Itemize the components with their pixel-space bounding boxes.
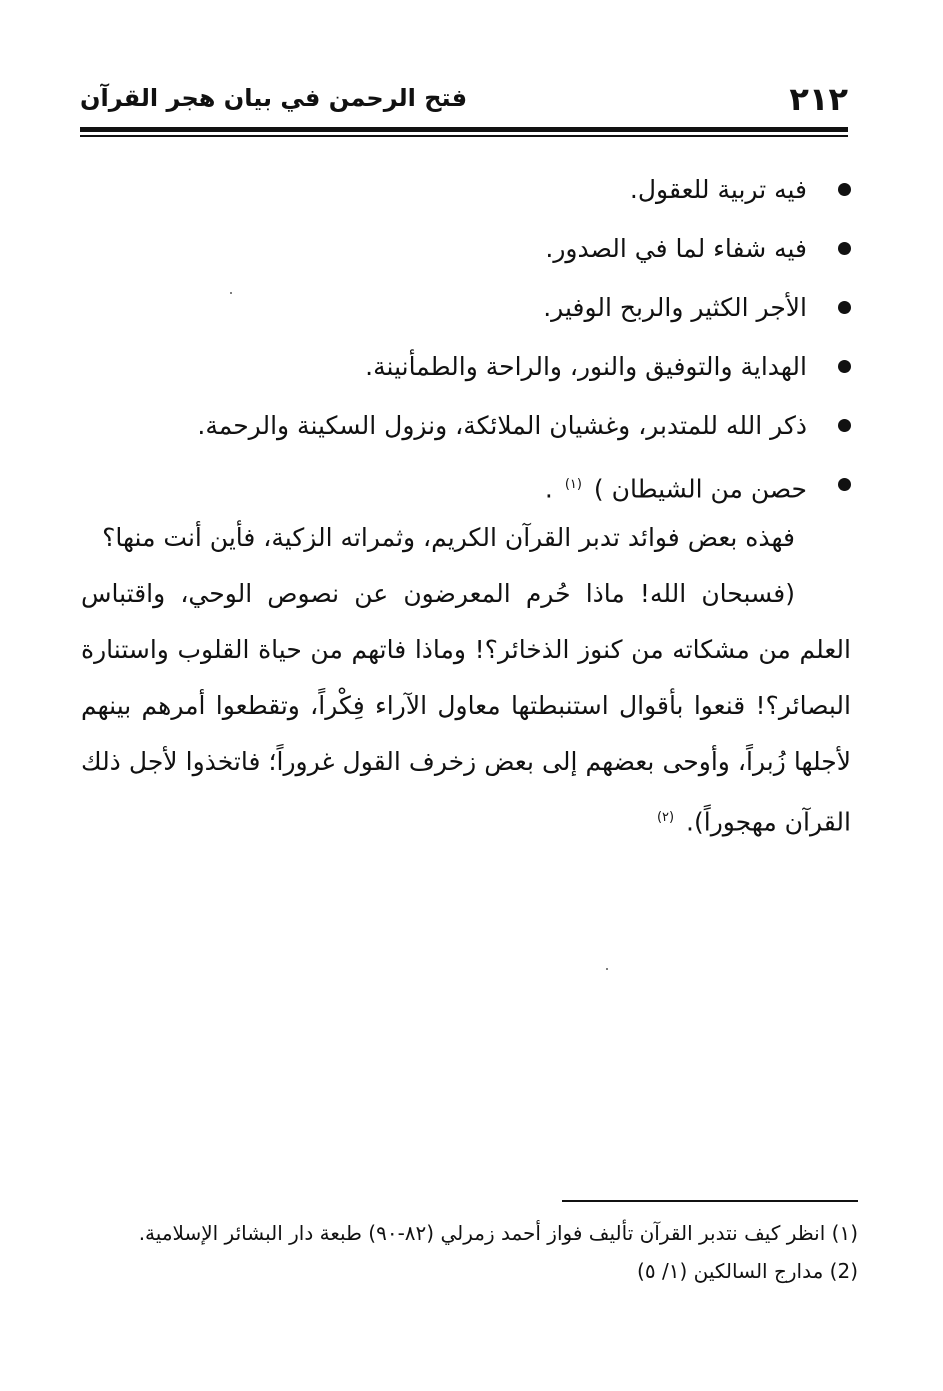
page-number: ٢١٢ (789, 80, 848, 118)
footnote-1: (١) انظر كيف نتدبر القرآن تأليف فواز أحمد زمرلي (٨٢-٩٠) طبعة دار البشائر الإسلامية. (138, 1221, 858, 1245)
list-item-text: ذكر الله للمتدبر، وغشيان الملائكة، ونزول السكينة والرحمة. (197, 411, 807, 440)
bullet-dot-icon (838, 360, 851, 373)
bullet-dot-icon (838, 183, 851, 196)
list-item-text: حصن من الشيطان ) (593, 474, 807, 504)
list-item (131, 219, 851, 278)
list-item (131, 337, 851, 396)
page-header (80, 78, 848, 124)
scan-speck (230, 292, 232, 294)
bullet-dot-icon (838, 419, 851, 432)
list-item (131, 278, 851, 337)
list-item-text: فيه تربية للعقول. (629, 175, 807, 204)
quotation-paragraph (81, 566, 851, 850)
header-rule-thick (80, 127, 848, 132)
benefits-list (131, 160, 851, 514)
footnote-reference-2[interactable]: (٢) (656, 810, 675, 825)
list-item (131, 455, 851, 514)
footnote-2: (2) مدارج السالكين (١/ ٥) (637, 1259, 858, 1283)
body-text (81, 510, 851, 850)
list-item-text: الهداية والتوفيق والنور، والراحة والطمأنينة. (365, 352, 807, 381)
header-rule-thin (80, 135, 848, 137)
list-item-text: فيه شفاء لما في الصدور. (545, 234, 807, 263)
list-item-suffix: . (544, 474, 553, 504)
bullet-dot-icon (838, 301, 851, 314)
list-item (131, 396, 851, 455)
bullet-dot-icon (838, 242, 851, 255)
footnote-reference-1[interactable]: (١) (564, 477, 582, 492)
footnotes (98, 1214, 858, 1290)
scan-speck (606, 968, 608, 970)
running-title: فتح الرحمن في بيان هجر القرآن (80, 84, 468, 112)
paragraph-text: فهذه بعض فوائد تدبر القرآن الكريم، وثمراته الزكية، فأين أنت منها؟ (102, 523, 795, 552)
paragraph (81, 510, 851, 566)
bullet-dot-icon (838, 478, 851, 491)
list-item (131, 160, 851, 219)
footnote-separator (562, 1200, 858, 1202)
list-item-text: الأجر الكثير والربح الوفير. (543, 293, 807, 322)
paragraph-text: (فسبحان الله! ماذا حُرم المعرضون عن نصوص الوحي، واقتباس العلم من مشكاته من كنوز الذخائر؟! وماذا فاتهم من حياة القلوب واستنارة البصائر؟! قنعوا بأقوال استنبطتها معاول الآراء فِكْراً، وتقطعوا أمرهم بينهم لأجلها زُبراً، وأوحى بعضهم إلى بعض زخرف القول غروراً؛ فاتخذوا لأجل ذلك القرآن مهجوراً). (81, 579, 851, 837)
